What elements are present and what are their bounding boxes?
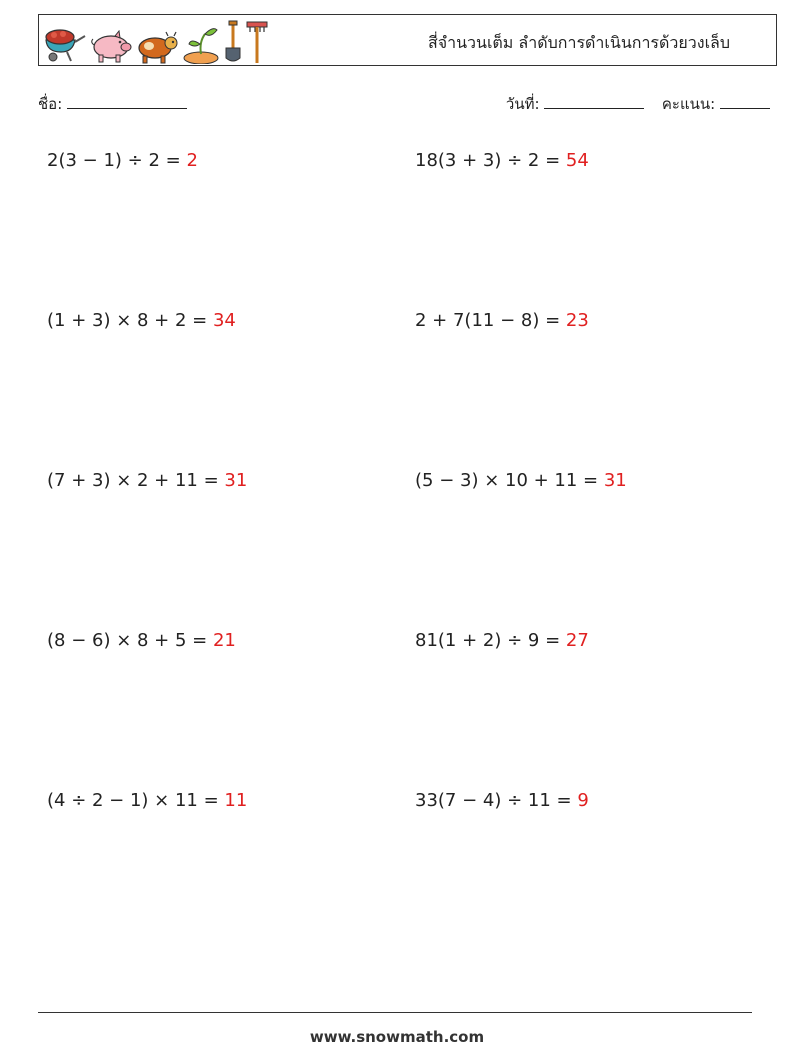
problem-expression: (5 − 3) × 10 + 11 =	[415, 470, 604, 491]
problem-answer: 2	[186, 150, 198, 171]
name-label: ชื่อ:	[38, 95, 63, 113]
problem-item	[415, 310, 589, 331]
score-blank-line[interactable]	[720, 94, 770, 109]
problem-item	[47, 470, 247, 491]
problem-answer: 21	[212, 630, 236, 651]
name-field	[38, 92, 187, 116]
problem-expression: 2 + 7(11 − 8) =	[415, 310, 566, 331]
problem-answer: 23	[565, 310, 589, 331]
pig-icon	[89, 30, 133, 64]
problem-item	[47, 790, 247, 811]
worksheet-title: สี่จำนวนเต็ม ลำดับการดำเนินการด้วยวงเล็บ	[427, 33, 730, 52]
date-score-fields	[506, 92, 770, 116]
problem-expression: (8 − 6) × 8 + 5 =	[47, 630, 213, 651]
problem-expression: (7 + 3) × 2 + 11 =	[47, 470, 225, 491]
problem-expression: 33(7 − 4) ÷ 11 =	[415, 790, 578, 811]
sprout-icon	[181, 22, 221, 64]
problem-item	[415, 630, 589, 651]
header-icons	[43, 20, 269, 64]
rake-icon	[245, 20, 269, 64]
problem-expression: (1 + 3) × 8 + 2 =	[47, 310, 213, 331]
wheelbarrow-icon	[43, 24, 87, 64]
score-label: คะแนน:	[661, 95, 716, 113]
date-label: วันที่:	[505, 95, 540, 113]
problem-answer: 34	[212, 310, 236, 331]
problem-item	[47, 150, 198, 171]
header-box	[38, 14, 777, 66]
problem-answer: 9	[577, 790, 589, 811]
problem-item	[415, 470, 627, 491]
problem-answer: 31	[603, 470, 627, 491]
problem-expression: 18(3 + 3) ÷ 2 =	[415, 150, 566, 171]
problem-answer: 31	[224, 470, 248, 491]
problem-expression: 2(3 − 1) ÷ 2 =	[47, 150, 187, 171]
problem-item	[47, 310, 236, 331]
problem-item	[47, 630, 236, 651]
footer-divider	[38, 1012, 752, 1013]
problem-item	[415, 150, 589, 171]
cow-icon	[135, 30, 179, 64]
date-blank-line[interactable]	[544, 94, 644, 109]
footer-url[interactable]: www.snowmath.com	[309, 1028, 485, 1046]
problem-answer: 27	[565, 630, 589, 651]
problem-expression: 81(1 + 2) ÷ 9 =	[415, 630, 566, 651]
problem-item	[415, 790, 589, 811]
problem-expression: (4 ÷ 2 − 1) × 11 =	[47, 790, 225, 811]
problem-answer: 11	[224, 790, 248, 811]
problem-answer: 54	[565, 150, 589, 171]
shovel-icon	[223, 20, 243, 64]
name-blank-line[interactable]	[67, 94, 187, 109]
